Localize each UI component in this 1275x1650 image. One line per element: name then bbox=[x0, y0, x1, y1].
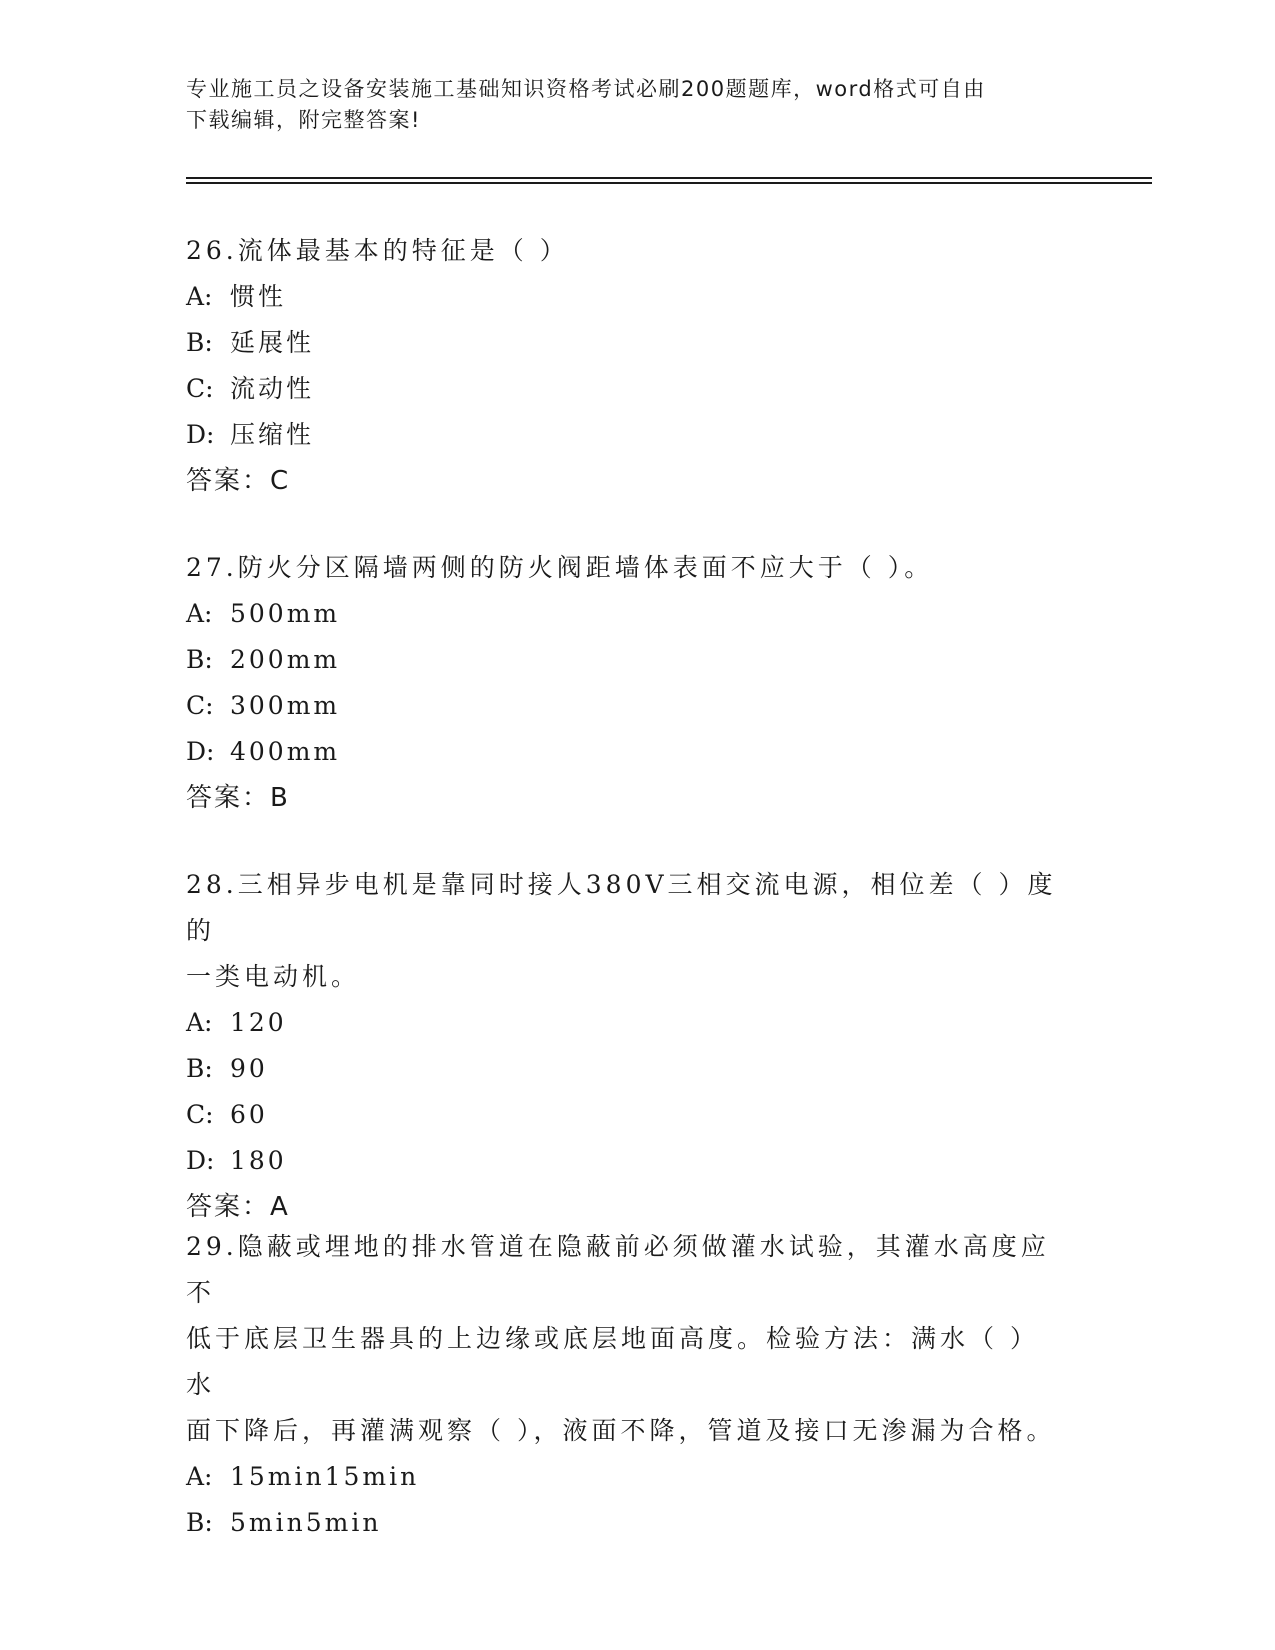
option-key: D: bbox=[186, 420, 215, 449]
question-stem: 27.防火分区隔墙两侧的防火阀距墙体表面不应大于（ ）。 bbox=[186, 553, 934, 582]
option-key: A: bbox=[186, 282, 213, 311]
option-text: 200mm bbox=[230, 645, 341, 674]
option-key: B: bbox=[186, 1508, 213, 1537]
option-c bbox=[186, 683, 1066, 729]
option-key: C: bbox=[186, 374, 214, 403]
option-a bbox=[186, 1454, 1066, 1500]
option-a bbox=[186, 1000, 1066, 1046]
option-text: 300mm bbox=[230, 691, 341, 720]
question-26 bbox=[186, 228, 1066, 504]
option-key: B: bbox=[186, 1054, 213, 1083]
option-text: 延展性 bbox=[230, 328, 315, 357]
question-27 bbox=[186, 545, 1066, 821]
option-text: 惯性 bbox=[230, 282, 287, 311]
option-text: 15min15min bbox=[230, 1462, 420, 1491]
option-text: 压缩性 bbox=[230, 420, 315, 449]
answer: 答案：A bbox=[186, 1192, 290, 1222]
document-header bbox=[186, 74, 1056, 136]
option-key: D: bbox=[186, 1146, 215, 1175]
question-29 bbox=[186, 1224, 1066, 1546]
option-key: D: bbox=[186, 737, 215, 766]
option-text: 180 bbox=[230, 1146, 287, 1175]
option-a bbox=[186, 274, 1066, 320]
question-stem-line-1: 29.隐蔽或埋地的排水管道在隐蔽前必须做灌水试验，其灌水高度应不 bbox=[186, 1232, 1050, 1307]
question-28 bbox=[186, 862, 1066, 1230]
option-b bbox=[186, 637, 1066, 683]
option-key: B: bbox=[186, 645, 213, 674]
question-stem: 26.流体最基本的特征是（ ） bbox=[186, 236, 569, 265]
option-b bbox=[186, 1500, 1066, 1546]
answer: 答案：C bbox=[186, 466, 291, 496]
header-divider-top bbox=[186, 177, 1152, 179]
question-stem-line-1: 28.三相异步电机是靠同时接人380V三相交流电源，相位差（ ）度的 bbox=[186, 870, 1057, 945]
option-d bbox=[186, 412, 1066, 458]
option-text: 400mm bbox=[230, 737, 341, 766]
header-line-2: 下载编辑，附完整答案! bbox=[186, 108, 421, 132]
option-text: 120 bbox=[230, 1008, 287, 1037]
question-stem-line-2: 一类电动机。 bbox=[186, 962, 361, 991]
option-key: B: bbox=[186, 328, 213, 357]
option-key: A: bbox=[186, 1008, 213, 1037]
option-c bbox=[186, 366, 1066, 412]
option-text: 60 bbox=[230, 1100, 268, 1129]
option-text: 流动性 bbox=[230, 374, 315, 403]
question-stem-line-2: 低于底层卫生器具的上边缘或底层地面高度。检验方法：满水（ ）水 bbox=[186, 1324, 1039, 1399]
option-key: C: bbox=[186, 1100, 214, 1129]
option-key: A: bbox=[186, 599, 213, 628]
option-d bbox=[186, 729, 1066, 775]
option-b bbox=[186, 1046, 1066, 1092]
answer: 答案：B bbox=[186, 783, 290, 813]
option-d bbox=[186, 1138, 1066, 1184]
option-text: 500mm bbox=[230, 599, 341, 628]
header-divider-bottom bbox=[186, 182, 1152, 184]
option-text: 90 bbox=[230, 1054, 268, 1083]
option-b bbox=[186, 320, 1066, 366]
header-line-1: 专业施工员之设备安装施工基础知识资格考试必刷200题题库，word格式可自由 bbox=[186, 77, 986, 101]
option-key: C: bbox=[186, 691, 214, 720]
question-stem-line-3: 面下降后，再灌满观察（ ），液面不降，管道及接口无渗漏为合格。 bbox=[186, 1416, 1056, 1445]
option-text: 5min5min bbox=[230, 1508, 382, 1537]
option-c bbox=[186, 1092, 1066, 1138]
option-a bbox=[186, 591, 1066, 637]
option-key: A: bbox=[186, 1462, 213, 1491]
